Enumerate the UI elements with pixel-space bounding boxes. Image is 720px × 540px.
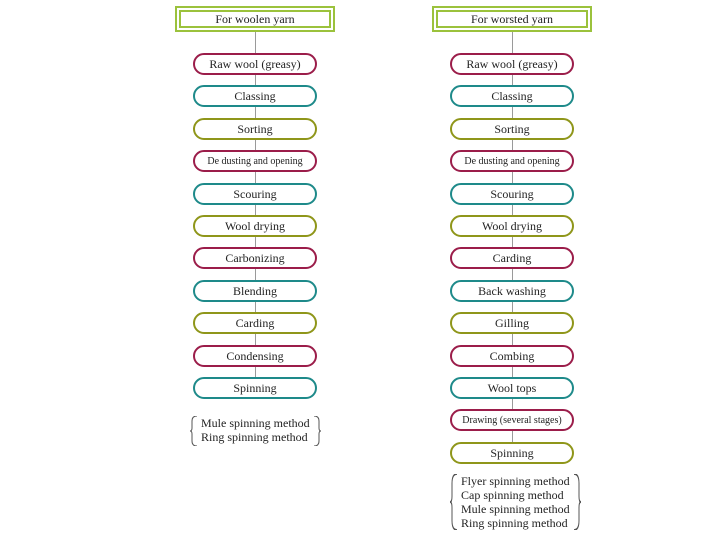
worsted-flow-column (402, 0, 622, 540)
left-brace-icon (450, 474, 458, 530)
woolen-method-list (198, 416, 313, 446)
process-step: Wool drying (450, 215, 574, 237)
spinning-method-item: Mule spinning method (201, 416, 310, 430)
process-step: Carding (193, 312, 317, 334)
process-step: Classing (193, 85, 317, 107)
process-step: De dusting and opening (450, 150, 574, 172)
process-step: Carding (450, 247, 574, 269)
process-step: Classing (450, 85, 574, 107)
process-step: Spinning (450, 442, 574, 464)
process-step: Gilling (450, 312, 574, 334)
spinning-method-item: Ring spinning method (461, 516, 568, 530)
process-step: Condensing (193, 345, 317, 367)
woolen-methods (190, 416, 321, 446)
worsted-title: For worsted yarn (436, 10, 588, 28)
process-step: Raw wool (greasy) (450, 53, 574, 75)
left-brace-icon (190, 416, 198, 446)
worsted-methods (450, 474, 581, 530)
spinning-method-item: Mule spinning method (461, 502, 570, 516)
process-step: Sorting (450, 118, 574, 140)
process-step: Carbonizing (193, 247, 317, 269)
woolen-header (175, 6, 335, 32)
spinning-method-item: Cap spinning method (461, 488, 564, 502)
process-step: Scouring (450, 183, 574, 205)
process-step: Raw wool (greasy) (193, 53, 317, 75)
process-step: Drawing (several stages) (450, 409, 574, 431)
process-step: Combing (450, 345, 574, 367)
process-step: Sorting (193, 118, 317, 140)
woolen-title: For woolen yarn (179, 10, 331, 28)
process-step: Spinning (193, 377, 317, 399)
worsted-header (432, 6, 592, 32)
woolen-flow-column (145, 0, 365, 540)
process-step: Blending (193, 280, 317, 302)
process-step: De dusting and opening (193, 150, 317, 172)
worsted-method-list (458, 474, 573, 530)
right-brace-icon (573, 474, 581, 530)
process-step: Scouring (193, 183, 317, 205)
process-step: Back washing (450, 280, 574, 302)
spinning-method-item: Flyer spinning method (461, 474, 570, 488)
right-brace-icon (313, 416, 321, 446)
process-step: Wool tops (450, 377, 574, 399)
spinning-method-item: Ring spinning method (201, 430, 308, 444)
process-step: Wool drying (193, 215, 317, 237)
